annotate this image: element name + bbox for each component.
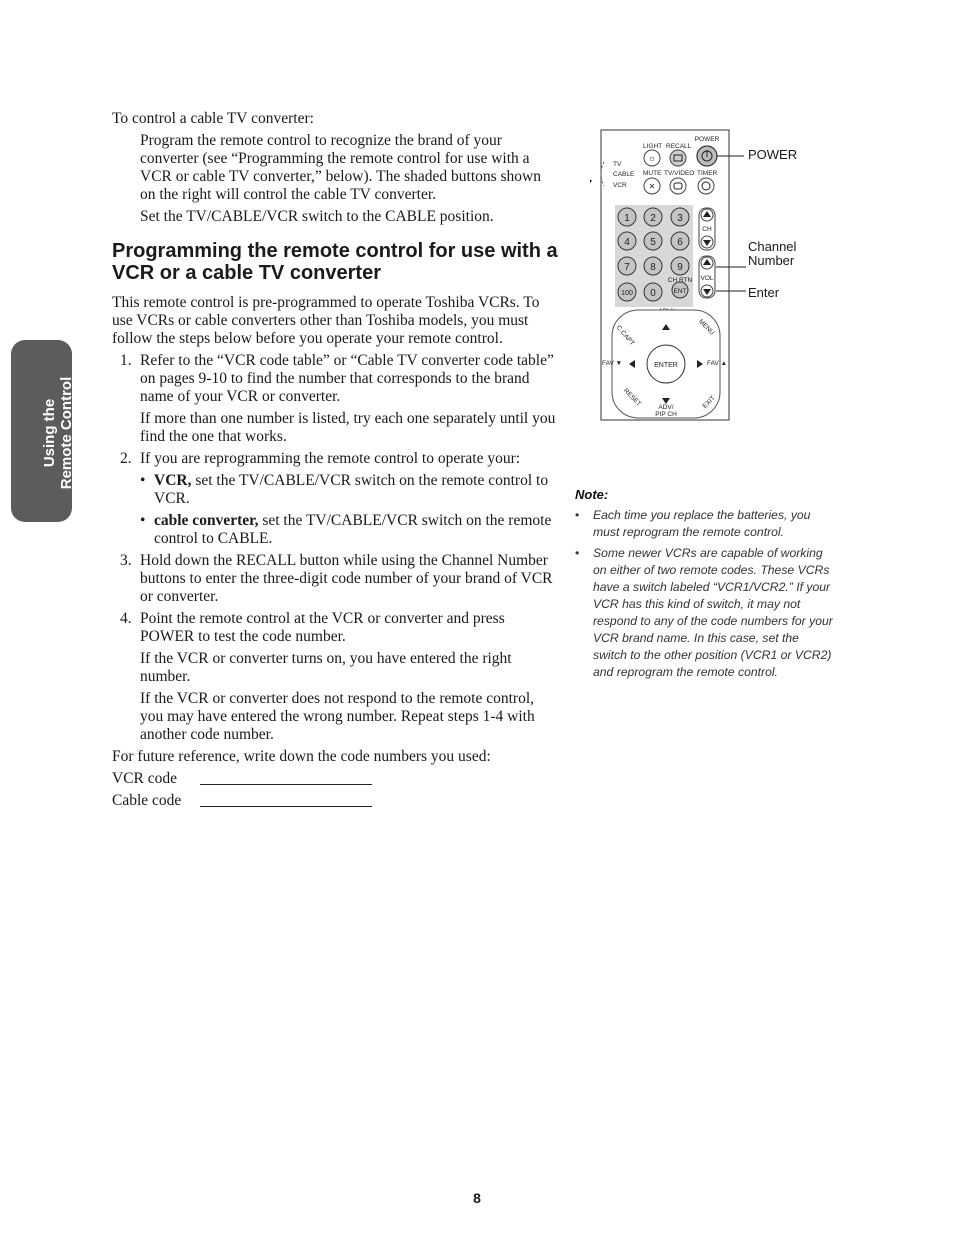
recall-button bbox=[670, 150, 686, 166]
fav-down-label: FAV ▼ bbox=[602, 360, 623, 367]
step-4-text: Point the remote control at the VCR or converter and press POWER to test the code number. bbox=[140, 610, 505, 645]
vcr-code-label: VCR code bbox=[112, 770, 178, 787]
vcr-label: VCR bbox=[613, 182, 627, 189]
step-3 bbox=[112, 552, 558, 606]
bullet-dot: • bbox=[140, 512, 146, 529]
step-4-number: 4. bbox=[120, 610, 132, 627]
power-callout: POWER bbox=[748, 147, 798, 162]
ccapt-label: C.CAPT bbox=[614, 324, 636, 348]
reset-label: RESET bbox=[622, 387, 643, 408]
future-reference: For future reference, write down the code numbers you used: bbox=[112, 748, 491, 765]
cable-code-line bbox=[112, 792, 558, 810]
channel-number-callout bbox=[748, 240, 796, 268]
note-box bbox=[575, 486, 835, 681]
bullet-vcr bbox=[112, 472, 558, 508]
cable-code-blank bbox=[200, 792, 372, 807]
bullet-cable-term: cable converter, bbox=[154, 512, 259, 529]
step-4 bbox=[112, 610, 558, 646]
note-bullet: • bbox=[575, 546, 580, 560]
channel-callout-line1: Channel bbox=[748, 239, 797, 254]
ch-label: CH bbox=[702, 226, 712, 233]
light-label: LIGHT bbox=[643, 143, 663, 150]
note-item-1 bbox=[575, 507, 835, 541]
section-heading: Programming the remote control for use with a VCR or a cable TV converter bbox=[112, 240, 558, 284]
enter-callout: Enter bbox=[748, 285, 780, 300]
step-1-number: 1. bbox=[120, 352, 132, 369]
key-2-label: 2 bbox=[650, 213, 656, 224]
cable-code-label: Cable code bbox=[112, 792, 182, 809]
tv-label: TV bbox=[613, 161, 622, 168]
adv-bottom-label-1: ADV/ bbox=[658, 404, 674, 411]
key-4-label: 4 bbox=[624, 237, 630, 248]
key-1-label: 1 bbox=[624, 213, 630, 224]
intro: To control a cable TV converter: bbox=[112, 110, 314, 127]
note-item-2-text: Some newer VCRs are capable of working on either of two remote codes. These VCRs have a switch labeled “VCR1/VCR2.” If your VCR has this kind of switch, it may not respond to any of the code numbers for your VCR brand name. In this case, set the switch to the other position (VCR1 or VCR2) and reprogram the remote control. bbox=[593, 546, 833, 679]
key-7-label: 7 bbox=[624, 262, 630, 273]
section-tab bbox=[11, 340, 75, 522]
step-1 bbox=[112, 352, 558, 406]
sun-icon: ☼ bbox=[647, 153, 657, 163]
timer-button bbox=[698, 178, 714, 194]
main-text bbox=[112, 110, 558, 810]
note-item-2 bbox=[575, 545, 835, 681]
enter-label: ENTER bbox=[654, 362, 678, 369]
bullet-cable bbox=[112, 512, 558, 548]
step-2-number: 2. bbox=[120, 450, 132, 467]
bullet-dot: • bbox=[140, 472, 146, 489]
step-3-number: 3. bbox=[120, 552, 132, 569]
tvvideo-button bbox=[670, 178, 686, 194]
bullet-vcr-text: set the TV/CABLE/VCR switch on the remote control to VCR. bbox=[154, 472, 549, 507]
power-label: POWER bbox=[694, 136, 720, 143]
tvvideo-label: TV/VIDEO bbox=[664, 170, 695, 177]
step-2-text: If you are reprogramming the remote control to operate your: bbox=[140, 450, 521, 467]
vcr-code-line bbox=[112, 770, 558, 788]
key-3-label: 3 bbox=[677, 213, 683, 224]
key-5-label: 5 bbox=[650, 237, 656, 248]
ent-label: ENT bbox=[673, 288, 687, 295]
remote-control-diagram bbox=[590, 128, 850, 428]
remote-illustration bbox=[590, 128, 850, 428]
page-number: 8 bbox=[473, 1190, 481, 1206]
vcr-code-blank bbox=[200, 770, 372, 785]
note-item-1-text: Each time you replace the batteries, you must reprogram the remote control. bbox=[593, 508, 811, 539]
menu-label: MENU bbox=[697, 318, 716, 337]
channel-callout-line2: Number bbox=[748, 253, 795, 268]
step-1-note: If more than one number is listed, try each one separately until you find the one that works. bbox=[140, 410, 556, 445]
mute-label: MUTE bbox=[643, 170, 662, 177]
bullet-vcr-term: VCR, bbox=[154, 472, 192, 489]
step-4-failure: If the VCR or converter does not respond to the remote control, you may have entered the wrong number. Repeat steps 1-4 with another code number. bbox=[140, 690, 535, 743]
section-tab-line2: Remote Control bbox=[58, 376, 75, 490]
bullet-cable-text: set the TV/CABLE/VCR switch on the remote control to CABLE. bbox=[154, 512, 552, 547]
step-2 bbox=[112, 450, 558, 468]
step-3-text: Hold down the RECALL button while using the Channel Number buttons to enter the three-digit code number of your brand of VCR or converter. bbox=[140, 552, 553, 605]
timer-label: TIMER bbox=[697, 170, 718, 177]
mute-icon: ✕ bbox=[648, 182, 656, 191]
cable-label: CABLE bbox=[613, 171, 635, 178]
note-title: Note: bbox=[575, 487, 609, 502]
intro-paragraph-1: Program the remote control to recognize the brand of your converter (see “Programming the remote control for use with a VCR or cable TV converter,” below). The shaded buttons shown on the right will control the cable TV converter. bbox=[140, 132, 542, 203]
paragraph-1: This remote control is pre-programmed to operate Toshiba VCRs. To use VCRs or cable converters other than Toshiba models, you must follow the steps below before you operate your remote control. bbox=[112, 294, 540, 347]
key-8-label: 8 bbox=[650, 262, 656, 273]
chrtn-label: CH RTN bbox=[667, 277, 693, 284]
key-9-label: 9 bbox=[677, 262, 683, 273]
section-tab-label bbox=[41, 345, 75, 521]
step-1-text: Refer to the “VCR code table” or “Cable TV converter code table” on pages 9-10 to find the number that corresponds to the brand name of your VCR or converter. bbox=[140, 352, 554, 405]
key-0-label: 0 bbox=[650, 288, 656, 299]
key-6-label: 6 bbox=[677, 237, 683, 248]
step-4-success: If the VCR or converter turns on, you have entered the right number. bbox=[140, 650, 512, 685]
vol-label: VOL bbox=[700, 275, 714, 282]
adv-bottom-label-2: PIP CH bbox=[655, 411, 677, 418]
exit-label: EXIT bbox=[701, 394, 717, 410]
fav-up-label: FAV ▲ bbox=[707, 360, 728, 367]
note-bullet: • bbox=[575, 508, 580, 522]
down-arrow-icon bbox=[590, 180, 592, 188]
recall-label: RECALL bbox=[666, 143, 692, 150]
intro-paragraph-2: Set the TV/CABLE/VCR switch to the CABLE position. bbox=[140, 208, 494, 225]
key-100-label: 100 bbox=[621, 290, 633, 297]
section-tab-line1: Using the bbox=[41, 398, 58, 468]
